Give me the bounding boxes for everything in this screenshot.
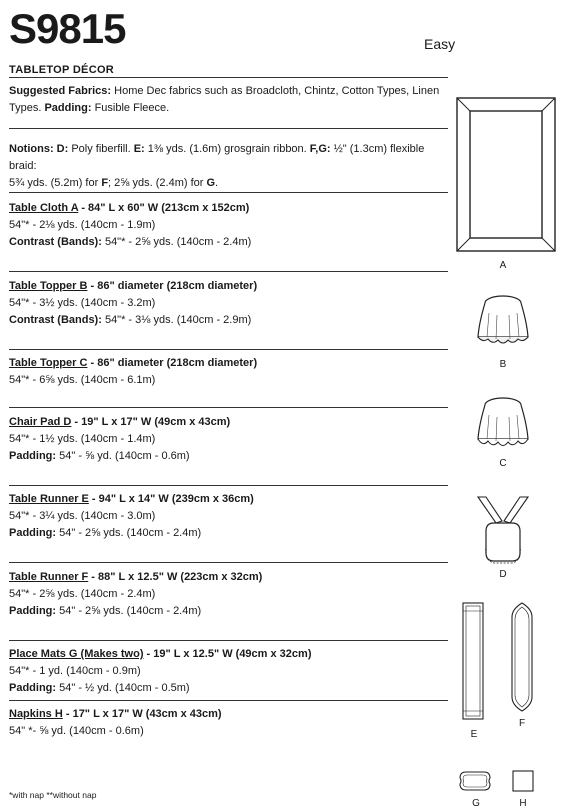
chair-pad-illustration bbox=[472, 495, 534, 565]
napkin-illustration bbox=[512, 770, 534, 792]
divider bbox=[9, 562, 448, 563]
divider bbox=[9, 485, 448, 486]
divider bbox=[9, 128, 448, 129]
difficulty-label: Easy bbox=[424, 36, 456, 52]
item-napkins-h: Napkins H - 17" L x 17" W (43cm x 43cm) 54" *- ⅝ yd. (140cm - 0.6m) bbox=[9, 708, 222, 737]
table-runner-f-illustration bbox=[510, 601, 534, 713]
divider bbox=[9, 271, 448, 272]
divider bbox=[9, 192, 448, 193]
table-topper-b-illustration bbox=[475, 293, 531, 351]
view-label-c: C bbox=[499, 458, 507, 469]
page-title: TABLETOP DÉCOR bbox=[9, 64, 115, 76]
pattern-number: S9815 bbox=[9, 5, 126, 52]
table-topper-c-illustration bbox=[475, 395, 531, 453]
notions: Notions: D: Poly fiberfill. E: 1⅜ yds. (1.6m) grosgrain ribbon. F,G: ½" (1.3cm) flexible braid: 5¾ yds. (5.2m) for F; 2⅝ yds. (2.4m) for G. bbox=[9, 143, 425, 189]
divider bbox=[9, 77, 448, 78]
view-label-f: F bbox=[518, 718, 526, 729]
divider bbox=[9, 349, 448, 350]
item-table-runner-f: Table Runner F - 88" L x 12.5" W (223cm x 32cm) 54"* - 2⅝ yds. (140cm - 2.4m) Padding: 54" - 2⅝ yds. (140cm - 2.4m) bbox=[9, 571, 263, 617]
place-mat-illustration bbox=[458, 770, 492, 792]
divider bbox=[9, 700, 448, 701]
view-label-g: G bbox=[472, 798, 480, 809]
table-runner-e-illustration bbox=[461, 601, 485, 721]
item-chair-pad-d: Chair Pad D - 19" L x 17" W (49cm x 43cm) 54"* - 1½ yds. (140cm - 1.4m) Padding: 54" - ⅝ yd. (140cm - 0.6m) bbox=[9, 416, 231, 462]
view-label-b: B bbox=[499, 359, 507, 370]
item-table-cloth-a: Table Cloth A - 84" L x 60" W (213cm x 152cm) 54"* - 2⅛ yds. (140cm - 1.9m) Contrast (Bands): 54"* - 2⅝ yds. (140cm - 2.4m) bbox=[9, 202, 252, 248]
view-label-a: A bbox=[499, 260, 507, 271]
view-label-e: E bbox=[470, 729, 478, 740]
suggested-fabrics: Suggested Fabrics: Home Dec fabrics such as Broadcloth, Chintz, Cotton Types, Linen Types. Padding: Fusible Fleece. bbox=[9, 85, 440, 114]
item-table-runner-e: Table Runner E - 94" L x 14" W (239cm x 36cm) 54"* - 3¼ yds. (140cm - 3.0m) Padding: 54" - 2⅝ yds. (140cm - 2.4m) bbox=[9, 493, 254, 539]
table-cloth-illustration bbox=[456, 97, 556, 253]
divider bbox=[9, 407, 448, 408]
view-label-d: D bbox=[499, 569, 507, 580]
item-table-topper-c: Table Topper C - 86" diameter (218cm diameter) 54"* - 6⅝ yds. (140cm - 6.1m) bbox=[9, 357, 258, 386]
divider bbox=[9, 640, 448, 641]
item-table-topper-b: Table Topper B - 86" diameter (218cm diameter) 54"* - 3½ yds. (140cm - 3.2m) Contrast (Bands): 54"* - 3⅛ yds. (140cm - 2.9m) bbox=[9, 280, 258, 326]
footnote: *with nap **without nap bbox=[9, 790, 97, 800]
item-place-mats-g: Place Mats G (Makes two) - 19" L x 12.5" W (49cm x 32cm) 54"* - 1 yd. (140cm - 0.9m) Padding: 54" - ½ yd. (140cm - 0.5m) bbox=[9, 648, 312, 694]
view-label-h: H bbox=[519, 798, 527, 809]
